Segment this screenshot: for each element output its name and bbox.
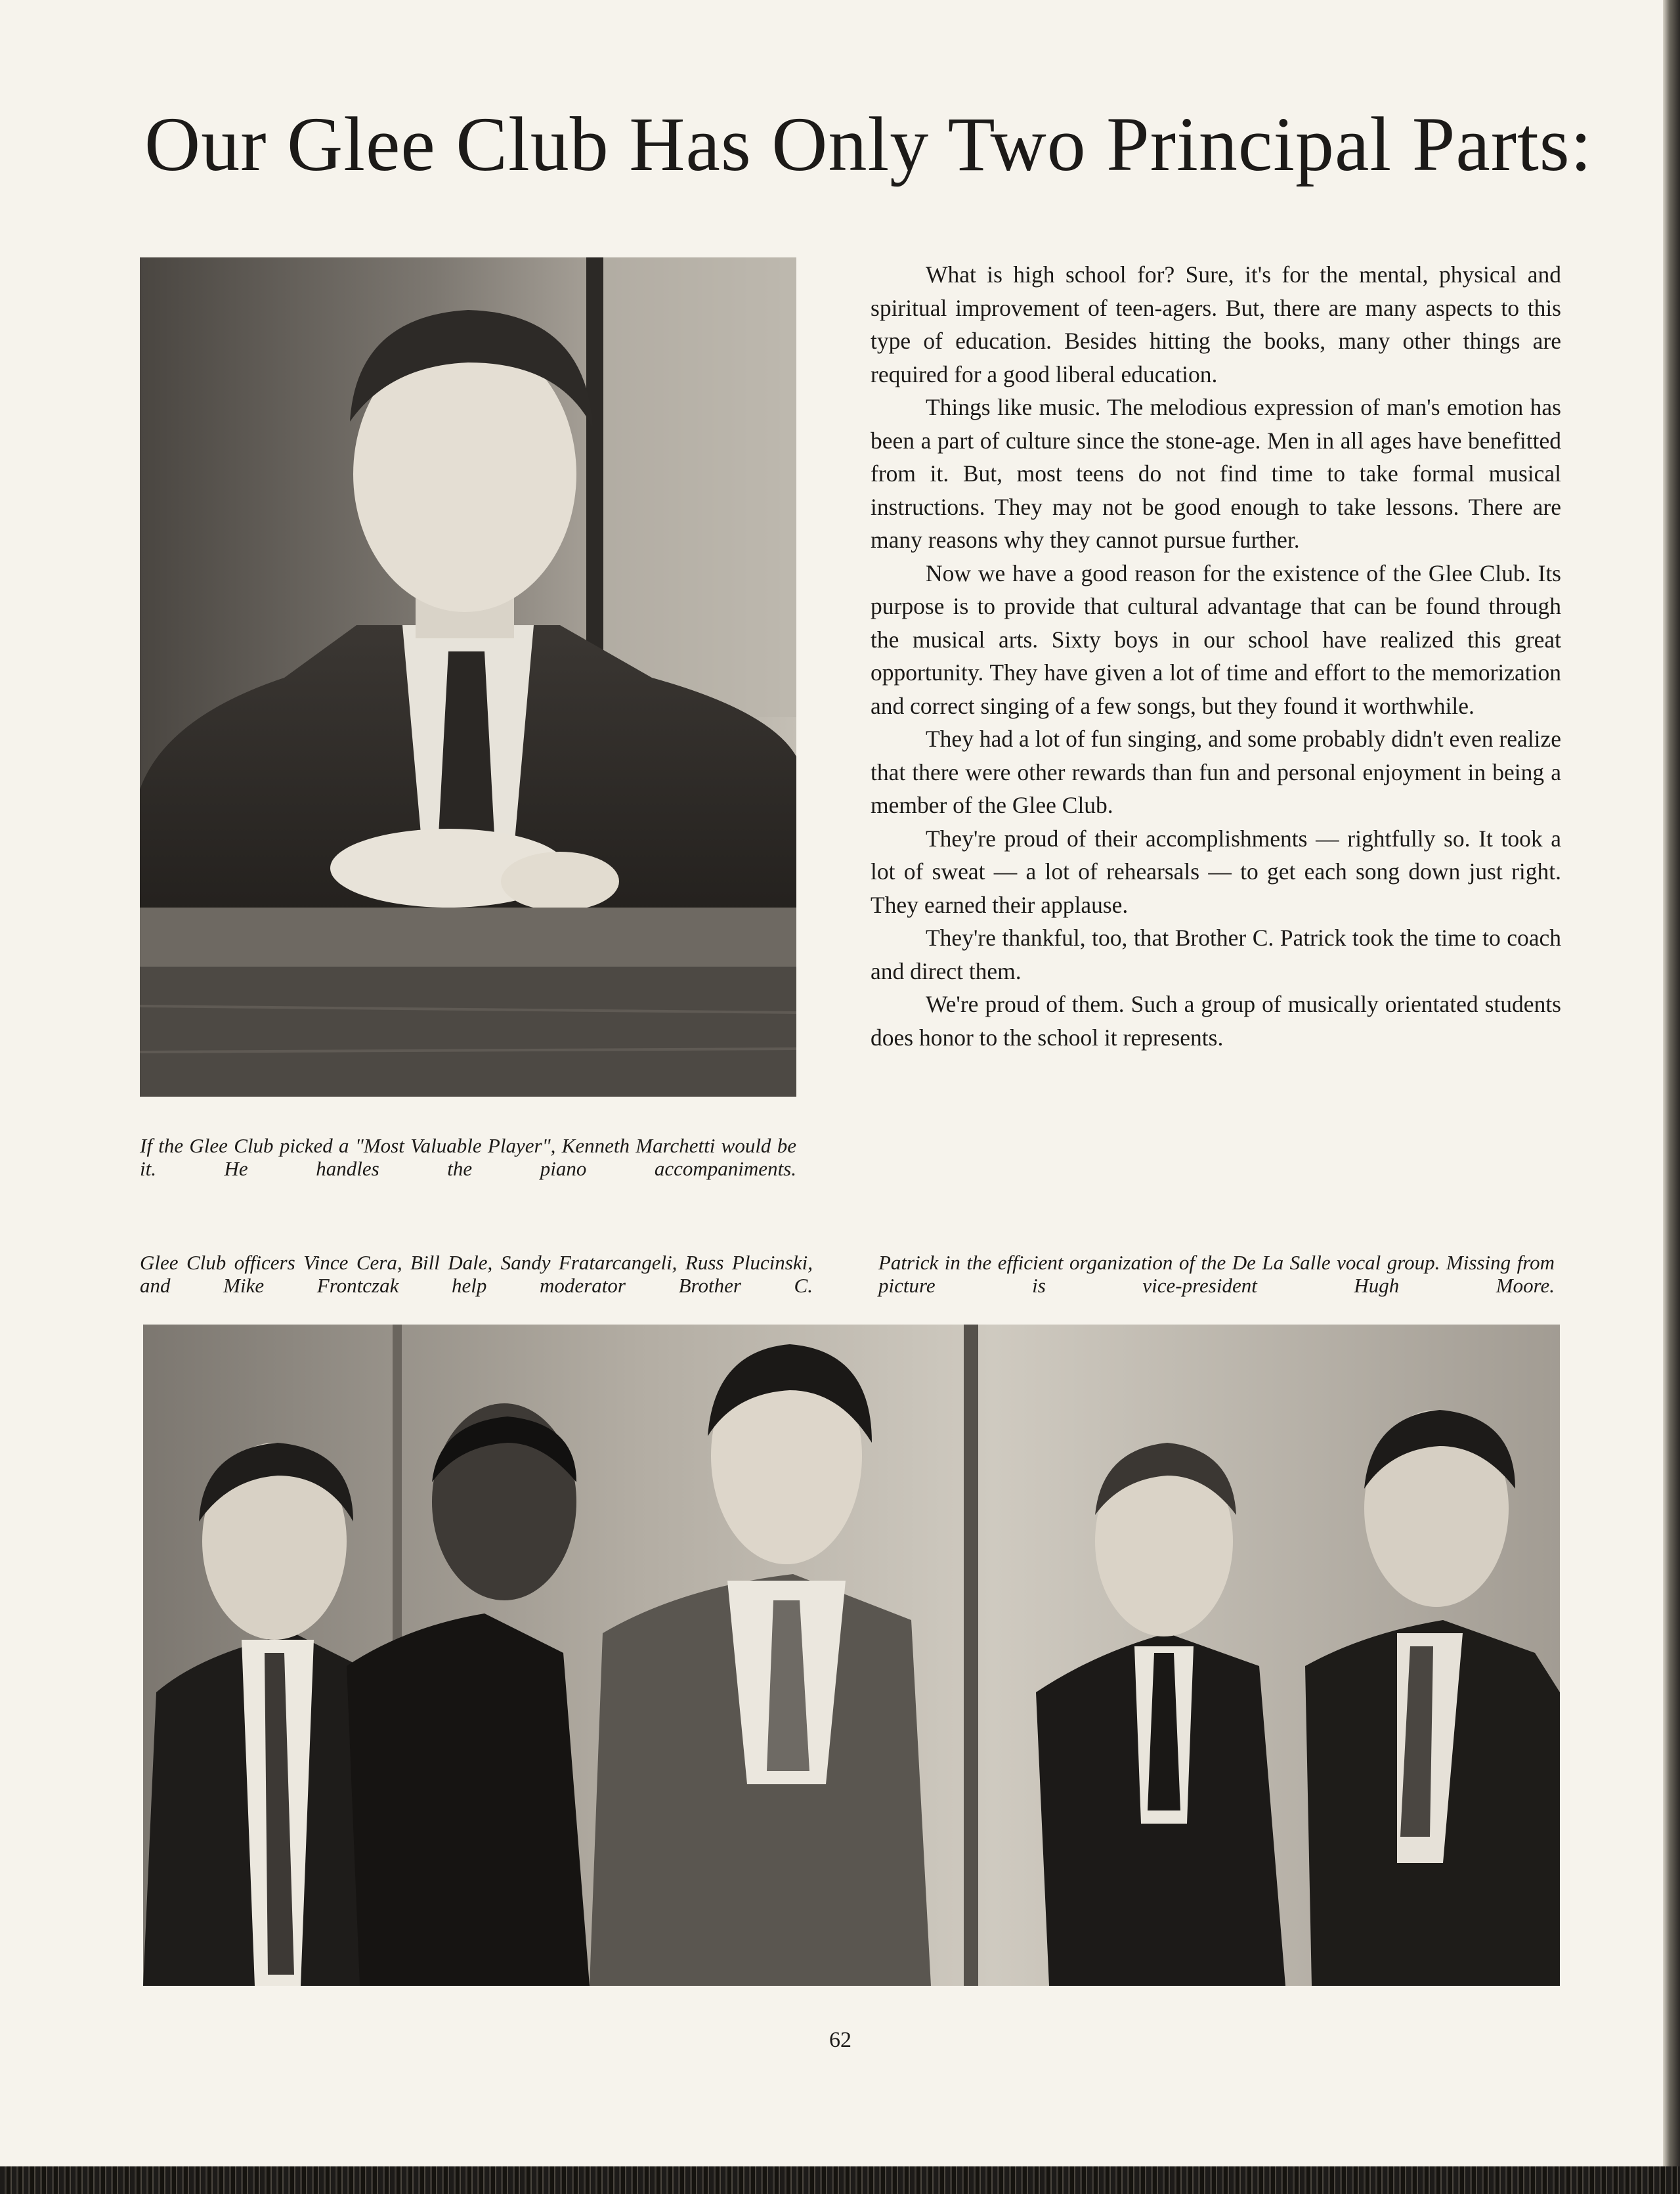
page-number: 62	[829, 2028, 851, 2052]
podium-photo-caption: If the Glee Club picked a "Most Valuable Player", Kenneth Marchetti would be it. He handles the piano accompaniments.	[140, 1134, 796, 1180]
page-edge	[1663, 0, 1680, 2194]
podium-photo	[140, 257, 796, 1097]
article-paragraph: Things like music. The melodious expression of man's emotion has been a part of culture since the stone-age. Men in all ages have benefitted from it. But, most teens do not find time to take formal musical instructions. They may not be good enough to take lessons. There are many reasons why they cannot pursue further.	[871, 394, 1561, 553]
article-paragraph: What is high school for? Sure, it's for the mental, physical and spiritual improvement of teen-agers. But, there are many aspects to this type of education. Besides hitting the books, many other things are required for a good liberal education.	[871, 261, 1561, 387]
officers-group-photo	[143, 1325, 1560, 1986]
group-photo-caption-left: Glee Club officers Vince Cera, Bill Dale, Sandy Fratarcangeli, Russ Plucinski, and Mike Frontczak help moderator Brother C.	[140, 1251, 813, 1297]
article-paragraph: We're proud of them. Such a group of musically orientated students does honor to the school it represents.	[871, 991, 1561, 1051]
article-paragraph: They had a lot of fun singing, and some probably didn't even realize that there were other rewards than fun and personal enjoyment in being a member of the Glee Club.	[871, 726, 1561, 818]
article-paragraph: They're thankful, too, that Brother C. Patrick took the time to coach and direct them.	[871, 925, 1561, 984]
article-paragraph: They're proud of their accomplishments — rightfully so. It took a lot of sweat — a lot of rehearsals — to get each song down just right. They earned their applause.	[871, 825, 1561, 918]
group-photo-caption-right: Patrick in the efficient organization of the De La Salle vocal group. Missing from picture is vice-president Hugh Moore.	[878, 1251, 1555, 1297]
page-title: Our Glee Club Has Only Two Principal Parts:	[144, 101, 1593, 187]
article-body	[871, 258, 1561, 1054]
article-paragraph: Now we have a good reason for the existence of the Glee Club. Its purpose is to provide that cultural advantage that can be found through the musical arts. Sixty boys in our school have realized this great opportunity. They have given a lot of time and effort to the memorization and correct singing of a few songs, but they found it worthwhile.	[871, 559, 1561, 719]
page-edge-bottom	[0, 2166, 1680, 2194]
